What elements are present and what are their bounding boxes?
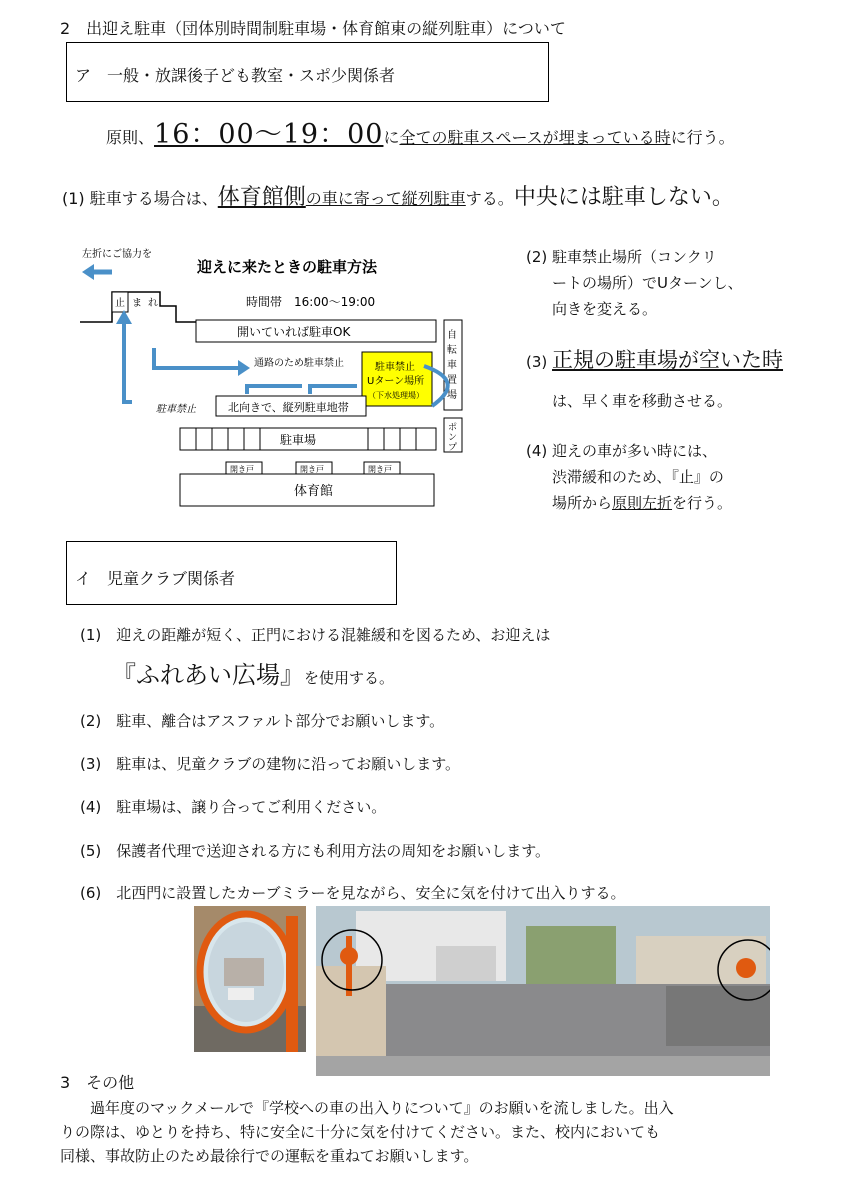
left-turn-label: 左折にご協力を bbox=[82, 249, 152, 260]
clubs-item-3: (3) 駐車は、児童クラブの建物に沿ってお願いします。 bbox=[80, 755, 461, 773]
no-parking-left-label: 駐車禁止 bbox=[156, 404, 196, 415]
clubs-item-2: (2) 駐車、離合はアスファルト部分でお願いします。 bbox=[80, 712, 445, 730]
principle-line bbox=[106, 112, 735, 151]
rule-1 bbox=[62, 180, 734, 211]
rule4-line3 bbox=[526, 490, 732, 516]
diagram-time: 時間帯 16:00～19:00 bbox=[246, 295, 376, 309]
clubs-item-1: (1) 迎えの距離が短く、正門における混雑緩和を図るため、お迎えは bbox=[80, 626, 551, 644]
bike-char-3: 車 bbox=[447, 360, 457, 371]
rule-3 bbox=[526, 344, 783, 374]
rule2-line2: ートの場所）でUターンし、 bbox=[552, 274, 743, 292]
subsection-a-box bbox=[66, 42, 549, 102]
uturn-label-3: （下水処理場） bbox=[368, 391, 424, 400]
principle-suffix: に行う。 bbox=[670, 128, 735, 147]
no-parking-path-label: 通路のため駐車禁止 bbox=[254, 358, 344, 369]
rule4c-suffix: を行う。 bbox=[672, 494, 733, 512]
rule1-mid: の車に寄って縦列駐車 bbox=[305, 189, 466, 208]
rule3-line2: は、早く車を移動させる。 bbox=[552, 392, 733, 410]
diagram-title: 迎えに来たときの駐車方法 bbox=[197, 258, 378, 276]
stop-char-3: れ bbox=[148, 298, 158, 309]
gate-fence bbox=[666, 986, 770, 1046]
subsection-a-title: ア 一般・放課後子ども教室・スポ少関係者 bbox=[75, 66, 396, 85]
rule4-line2: 渋滞緩和のため、『止』の bbox=[552, 468, 724, 486]
section3-line2: りの際は、ゆとりを持ち、特に安全に十分に気を付けてください。また、校内においても bbox=[60, 1123, 661, 1141]
principle-time: 16：00～19：00 bbox=[154, 119, 384, 150]
pump-char-3: プ bbox=[448, 443, 458, 453]
bike-char-4: 置 bbox=[447, 375, 457, 386]
gate-photo bbox=[316, 906, 770, 1076]
north-zone-label: 北向きで、縦列駐車地帯 bbox=[228, 401, 349, 414]
principle-underlined: 全ての駐車スペースが埋まっている時 bbox=[399, 128, 671, 147]
fureai-hiroba: 『ふれあい広場』 bbox=[112, 661, 304, 689]
path-arrow-right bbox=[154, 348, 242, 368]
sidewalk bbox=[316, 1056, 770, 1076]
rule1-prefix: (1) 駐車する場合は、 bbox=[62, 189, 218, 208]
rule3-big: 正規の駐車場が空いた時 bbox=[552, 348, 784, 372]
trees bbox=[526, 926, 616, 986]
clubs-item-4: (4) 駐車場は、譲り合ってご利用ください。 bbox=[80, 798, 387, 816]
mirror-reflection-house bbox=[224, 958, 264, 986]
clubs-item1-suffix: を使用する。 bbox=[304, 669, 395, 687]
pump-char-1: ポ bbox=[448, 423, 458, 433]
rule1-big1: 体育館側 bbox=[217, 185, 306, 210]
pump-char-2: ン bbox=[448, 433, 458, 443]
clubs-item-6: (6) 北西門に設置したカーブミラーを見ながら、安全に気を付けて出入りする。 bbox=[80, 884, 626, 902]
left-lane-arrow bbox=[124, 318, 132, 402]
principle-mid: に bbox=[383, 128, 400, 147]
mirror-pole bbox=[286, 916, 298, 1052]
subsection-b-box bbox=[66, 541, 397, 605]
left-turn-arrowhead bbox=[82, 264, 94, 280]
mirror-left bbox=[340, 947, 358, 965]
north-arrow-2 bbox=[247, 386, 302, 394]
rule-2 bbox=[526, 244, 743, 322]
mirror-right bbox=[736, 958, 756, 978]
door-2-label: 開き戸 bbox=[300, 465, 324, 474]
rule1-suffix: する。 bbox=[465, 189, 514, 208]
section3-line3: 同様、事故防止のため最徐行での運転を重ねてお願いします。 bbox=[60, 1147, 479, 1165]
bike-char-2: 転 bbox=[447, 345, 457, 356]
bike-char-5: 場 bbox=[447, 390, 457, 401]
section3-line1: 過年度のマックメールで『学校への車の出入りについて』のお願いを流しました。出入 bbox=[90, 1099, 674, 1117]
uturn-label-2: Uターン場所 bbox=[367, 376, 425, 387]
rule2-line3: 向きを変える。 bbox=[552, 300, 658, 318]
mirror-pole-2 bbox=[346, 936, 352, 996]
rule1-big2: 中央には駐車しない。 bbox=[513, 185, 734, 210]
parking-diagram bbox=[72, 236, 472, 526]
stop-char-2: ま bbox=[132, 298, 142, 309]
section2-heading: 2 出迎え駐車（団体別時間制駐車場・体育館東の縦列駐車）について bbox=[60, 19, 566, 38]
door-1-label: 開き戸 bbox=[230, 465, 254, 474]
rule-4 bbox=[526, 438, 732, 516]
gym-label: 体育館 bbox=[294, 484, 334, 499]
curve-mirror-photo bbox=[194, 906, 306, 1052]
rule2-line1: (2) 駐車禁止場所（コンクリ bbox=[526, 248, 717, 266]
rule4-line1: (4) 迎えの車が多い時には、 bbox=[526, 442, 718, 460]
rule3-num: (3) bbox=[526, 353, 548, 371]
uturn-label-1: 駐車禁止 bbox=[375, 362, 415, 373]
clubs-item-1b bbox=[112, 655, 394, 690]
stop-char-1: 止 bbox=[115, 298, 125, 309]
rule4c-prefix: 場所から bbox=[552, 494, 613, 512]
door-3-label: 開き戸 bbox=[368, 465, 392, 474]
section3-heading: 3 その他 bbox=[60, 1073, 135, 1092]
parking-lot-label: 駐車場 bbox=[280, 433, 317, 447]
parking-ok-label: 開いていれば駐車OK bbox=[237, 325, 351, 339]
north-arrow-1 bbox=[310, 386, 357, 394]
clubs-item-5: (5) 保護者代理で送迎される方にも利用方法の周知をお願いします。 bbox=[80, 842, 551, 860]
section3-body bbox=[60, 1096, 674, 1168]
mirror-reflection-car bbox=[228, 988, 254, 1000]
garage bbox=[436, 946, 496, 981]
principle-prefix: 原則、 bbox=[106, 128, 155, 147]
path-arrowhead-right bbox=[238, 360, 250, 376]
bike-char-1: 自 bbox=[447, 330, 457, 341]
subsection-b-title: イ 児童クラブ関係者 bbox=[75, 569, 236, 588]
rule4c-underlined: 原則左折 bbox=[612, 494, 673, 512]
